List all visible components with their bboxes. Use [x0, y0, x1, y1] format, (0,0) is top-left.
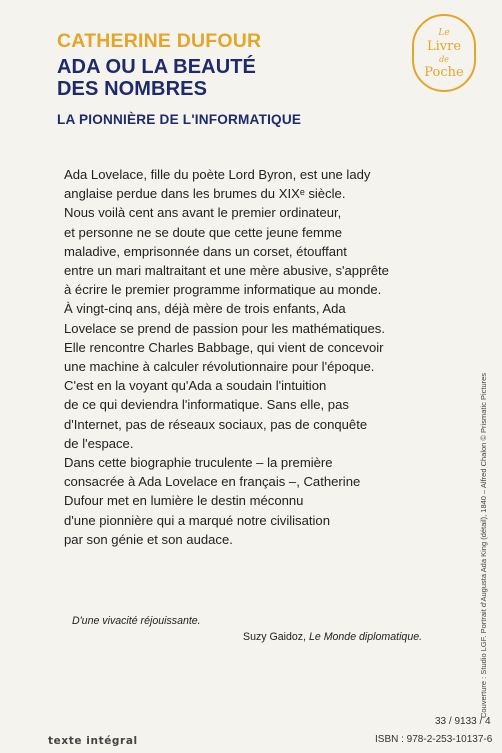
logo-line-1: Le [438, 28, 450, 38]
cover-credits: Couverture : Studio LGF. Portrait d'Augusta Ada King (détail), 1840 – Alfred Chalon © Prismatic Pictures [479, 372, 488, 718]
review-source [243, 631, 422, 643]
blurb-line: anglaise perdue dans les brumes du XIXᵉ siècle. [64, 186, 346, 202]
logo-line-4: Poche [424, 65, 464, 80]
blurb-line: d'Internet, pas de réseaux sociaux, pas de conquête [64, 416, 368, 432]
blurb-line: C'est en la voyant qu'Ada a soudain l'intuition [64, 378, 327, 394]
blurb-line: Elle rencontre Charles Babbage, qui vient de concevoir [64, 339, 384, 355]
book-title-line-2: DES NOMBRES [57, 78, 208, 100]
blurb-line: Dans cette biographie truculente – la première [64, 455, 333, 471]
blurb-line: Nous voilà cent ans avant le premier ordinateur, [64, 205, 342, 221]
logo-line-3: de [439, 55, 449, 64]
isbn: ISBN : 978-2-253-10137-6 [375, 734, 493, 745]
catalog-code: 33 / 9133 / 4 [435, 716, 491, 727]
livre-de-poche-logo [412, 14, 476, 92]
book-subtitle: LA PIONNIÈRE DE L'INFORMATIQUE [57, 112, 302, 127]
blurb-line: à écrire le premier programme informatique au monde. [64, 282, 382, 298]
blurb-line: Lovelace se prend de passion pour les mathématiques. [64, 320, 385, 336]
blurb-line: Ada Lovelace, fille du poète Lord Byron, est une lady [64, 167, 371, 182]
blurb-line: À vingt-cinq ans, déjà mère de trois enfants, Ada [64, 301, 346, 317]
logo-line-2: Livre [426, 39, 462, 54]
book-title-line-1: ADA OU LA BEAUTÉ [57, 56, 257, 78]
review-quote: D'une vivacité réjouissante. [72, 615, 201, 627]
blurb-line: Dufour met en lumière le destin méconnu [64, 493, 304, 509]
blurb-line: maladive, emprisonnée dans un corset, étouffant [64, 243, 347, 259]
blurb-line: d'une pionnière qui a marqué notre civilisation [64, 512, 330, 528]
blurb-line: une machine à calculer révolutionnaire pour l'époque. [64, 359, 375, 375]
blurb-line: et personne ne se doute que cette jeune femme [64, 224, 343, 240]
blurb-line: consacrée à Ada Lovelace en français –, Catherine [64, 474, 361, 490]
author-name: CATHERINE DUFOUR [57, 30, 262, 52]
blurb-line: entre un mari maltraitant et une mère abusive, s'apprête [64, 263, 389, 279]
book-title [57, 56, 256, 100]
blurb [64, 165, 484, 549]
review-publication: Le Monde diplomatique. [308, 631, 423, 643]
texte-integral-label: texte intégral [48, 735, 138, 747]
blurb-line: par son génie et son audace. [64, 531, 233, 547]
blurb-line: de ce qui deviendra l'informatique. Sans elle, pas [64, 397, 349, 413]
blurb-line: de l'espace. [64, 435, 134, 451]
reviewer-name: Suzy Gaidoz, [243, 631, 307, 643]
